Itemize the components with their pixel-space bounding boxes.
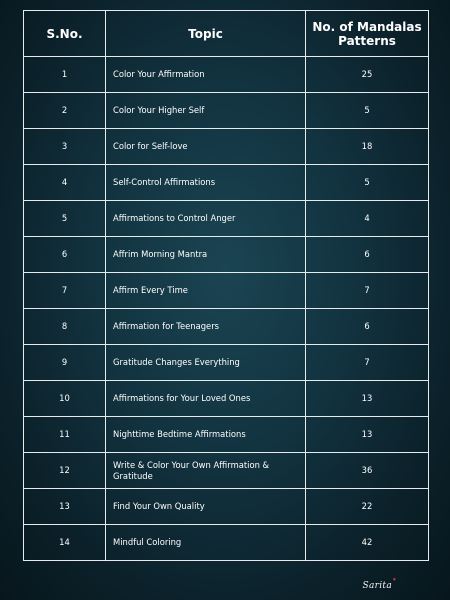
table-row bbox=[24, 309, 429, 345]
header-sno: S.No. bbox=[24, 11, 106, 57]
heart-icon: ♥ bbox=[393, 577, 396, 583]
table-row bbox=[24, 165, 429, 201]
row-pattern-count: 13 bbox=[306, 381, 429, 417]
row-topic: Nighttime Bedtime Affirmations bbox=[106, 417, 306, 453]
table-row bbox=[24, 381, 429, 417]
row-pattern-count: 18 bbox=[306, 129, 429, 165]
row-sno: 14 bbox=[24, 525, 106, 561]
table-row bbox=[24, 129, 429, 165]
row-pattern-count: 6 bbox=[306, 309, 429, 345]
table-row bbox=[24, 525, 429, 561]
mandala-topics-table bbox=[23, 10, 429, 561]
row-pattern-count: 5 bbox=[306, 165, 429, 201]
table-row bbox=[24, 417, 429, 453]
row-pattern-count: 13 bbox=[306, 417, 429, 453]
row-sno: 6 bbox=[24, 237, 106, 273]
row-sno: 3 bbox=[24, 129, 106, 165]
table-body bbox=[24, 57, 429, 561]
header-row bbox=[24, 11, 429, 57]
row-sno: 10 bbox=[24, 381, 106, 417]
row-topic: Affirmations to Control Anger bbox=[106, 201, 306, 237]
row-topic: Gratitude Changes Everything bbox=[106, 345, 306, 381]
row-sno: 11 bbox=[24, 417, 106, 453]
row-sno: 4 bbox=[24, 165, 106, 201]
table-row bbox=[24, 237, 429, 273]
header-topic: Topic bbox=[106, 11, 306, 57]
row-topic: Color for Self-love bbox=[106, 129, 306, 165]
row-sno: 5 bbox=[24, 201, 106, 237]
table-row bbox=[24, 273, 429, 309]
table-row bbox=[24, 345, 429, 381]
row-pattern-count: 5 bbox=[306, 93, 429, 129]
row-topic: Write & Color Your Own Affirmation & Gratitude bbox=[106, 453, 306, 489]
table-row bbox=[24, 489, 429, 525]
row-pattern-count: 36 bbox=[306, 453, 429, 489]
table-row bbox=[24, 201, 429, 237]
row-topic: Mindful Coloring bbox=[106, 525, 306, 561]
table-row bbox=[24, 453, 429, 489]
row-sno: 1 bbox=[24, 57, 106, 93]
row-sno: 2 bbox=[24, 93, 106, 129]
row-topic: Self-Control Affirmations bbox=[106, 165, 306, 201]
row-pattern-count: 22 bbox=[306, 489, 429, 525]
table-row bbox=[24, 93, 429, 129]
row-sno: 13 bbox=[24, 489, 106, 525]
row-pattern-count: 7 bbox=[306, 345, 429, 381]
row-topic: Color Your Affirmation bbox=[106, 57, 306, 93]
row-sno: 7 bbox=[24, 273, 106, 309]
row-sno: 9 bbox=[24, 345, 106, 381]
row-topic: Color Your Higher Self bbox=[106, 93, 306, 129]
row-pattern-count: 25 bbox=[306, 57, 429, 93]
signature: Sarita bbox=[362, 581, 392, 591]
row-topic: Affirm Every Time bbox=[106, 273, 306, 309]
row-topic: Affirmations for Your Loved Ones bbox=[106, 381, 306, 417]
row-pattern-count: 42 bbox=[306, 525, 429, 561]
row-sno: 8 bbox=[24, 309, 106, 345]
table-row bbox=[24, 57, 429, 93]
row-pattern-count: 7 bbox=[306, 273, 429, 309]
table-header bbox=[24, 11, 429, 57]
row-topic: Affirmation for Teenagers bbox=[106, 309, 306, 345]
header-count: No. of Mandalas Patterns bbox=[306, 11, 429, 57]
row-pattern-count: 6 bbox=[306, 237, 429, 273]
row-topic: Find Your Own Quality bbox=[106, 489, 306, 525]
row-topic: Affrim Morning Mantra bbox=[106, 237, 306, 273]
row-sno: 12 bbox=[24, 453, 106, 489]
row-pattern-count: 4 bbox=[306, 201, 429, 237]
